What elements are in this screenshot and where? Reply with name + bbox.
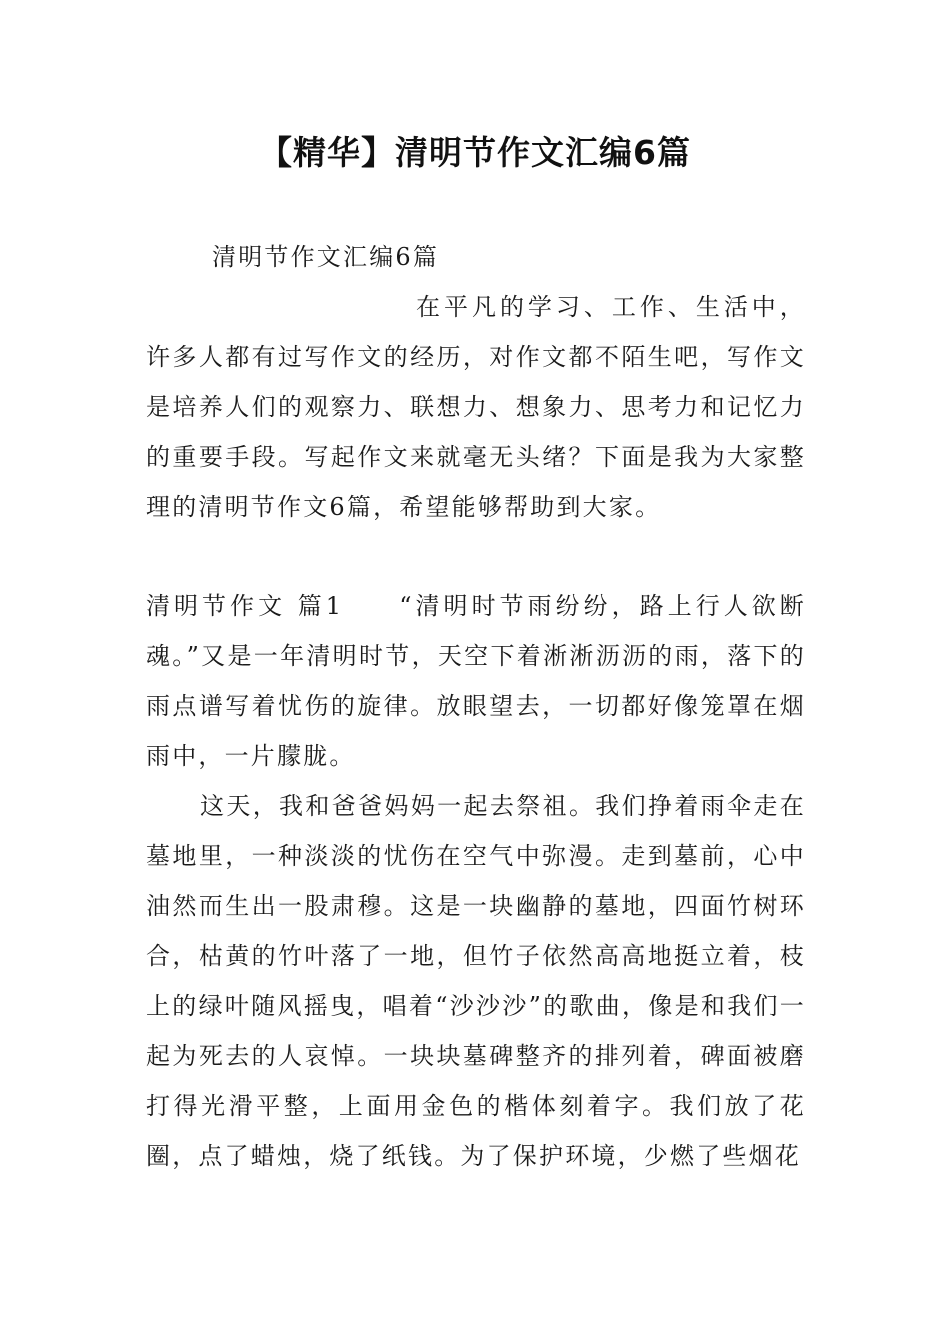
document-title: 【精华】清明节作文汇编6篇	[259, 133, 691, 172]
essay-1-paragraph-1	[146, 581, 806, 781]
section-label: 清明节作文 篇1	[146, 592, 344, 620]
document-subtitle: 清明节作文汇编6篇	[212, 243, 440, 271]
intro-paragraph: 在平凡的学习、工作、生活中，许多人都有过写作文的经历，对作文都不陌生吧，写作文是培养人们的观察力、联想力、想象力、思考力和记忆力的重要手段。写起作文来就毫无头绪？下面是我为大家整理的清明节作文6篇，希望能够帮助到大家。	[146, 293, 806, 521]
paragraph-1-text: “清明时节雨纷纷，路上行人欲断魂。”又是一年清明时节，天空下着淅淅沥沥的雨，落下的雨点谱写着忧伤的旋律。放眼望去，一切都好像笼罩在烟雨中，一片朦胧。	[146, 592, 806, 770]
essay-1-paragraph-2: 这天，我和爸爸妈妈一起去祭祖。我们挣着雨伞走在墓地里，一种淡淡的忧伤在空气中弥漫。走到墓前，心中油然而生出一股肃穆。这是一块幽静的墓地，四面竹树环合，枯黄的竹叶落了一地，但竹子依然高高地挺立着，枝上的绿叶随风摇曳，唱着“沙沙沙”的歌曲，像是和我们一起为死去的人哀悼。一块块墓碑整齐的排列着，碑面被磨打得光滑平整，上面用金色的楷体刻着字。我们放了花圈，点了蜡烛，烧了纸钱。为了保护环境，少燃了些烟花	[146, 792, 806, 1170]
